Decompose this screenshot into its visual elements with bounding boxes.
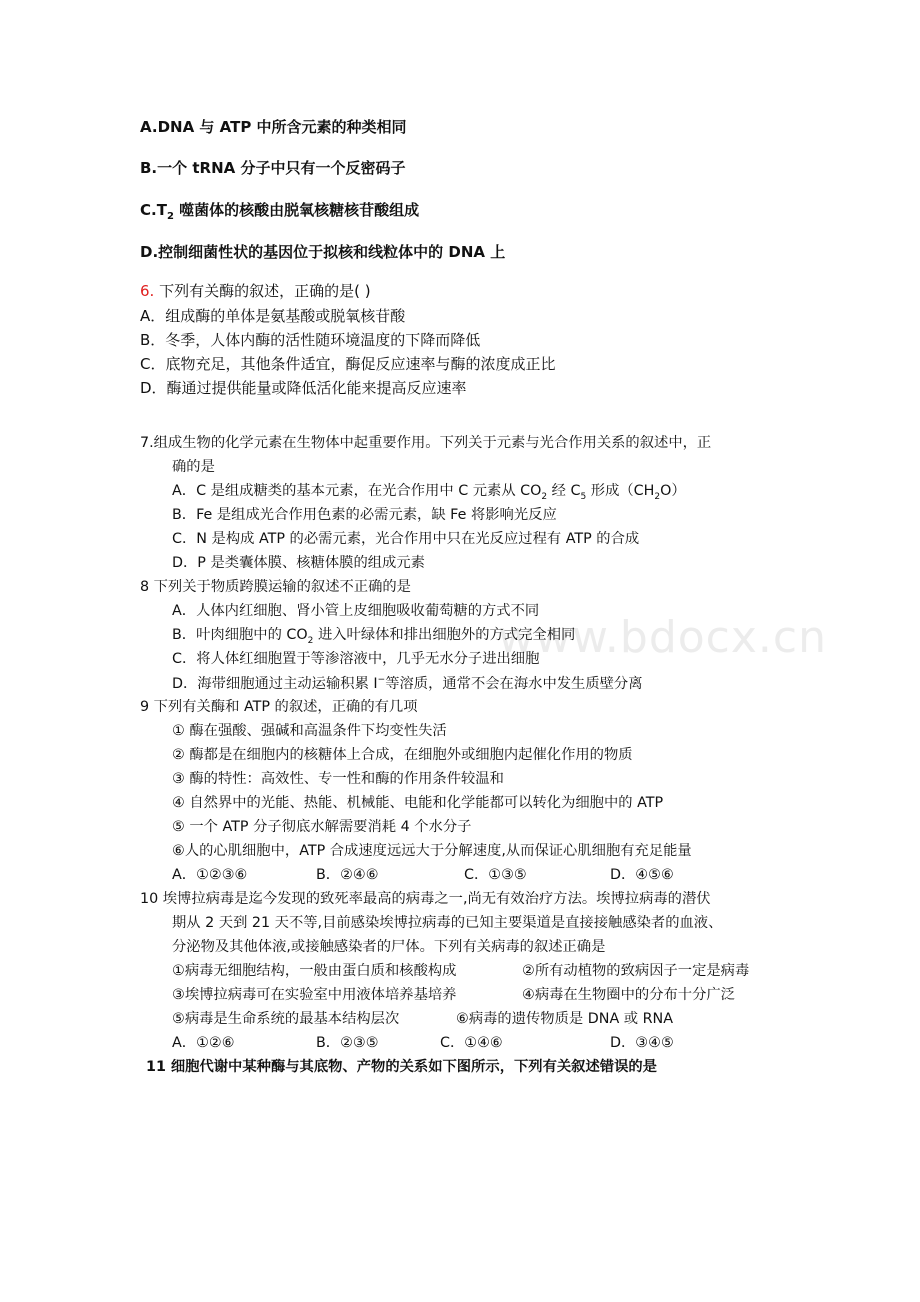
q7-option-c: C．N 是构成 ATP 的必需元素，光合作用中只在光反应过程有 ATP 的合成 (172, 531, 640, 547)
q6-option-a: A．组成酶的单体是氨基酸或脱氧核苷酸 (140, 307, 406, 325)
q9-statement-5: ⑤ 一个 ATP 分子彻底水解需要消耗 4 个水分子 (172, 819, 472, 835)
q6-number: 6. (140, 282, 155, 300)
q9-stem: 9 下列有关酶和 ATP 的叙述，正确的有几项 (140, 699, 418, 715)
q9-option-a: A．①②③⑥ (172, 867, 248, 883)
q10-statement-3: ③埃博拉病毒可在实验室中用液体培养基培养 (172, 987, 457, 1003)
q10-statement-4: ④病毒在生物圈中的分布十分广泛 (522, 987, 735, 1003)
q9-statement-3: ③ 酶的特性：高效性、专一性和酶的作用条件较温和 (172, 771, 504, 787)
q9-statement-4: ④ 自然界中的光能、热能、机械能、电能和化学能都可以转化为细胞中的 ATP (172, 795, 664, 811)
q9-statement-6: ⑥人的心肌细胞中，ATP 合成速度远远大于分解速度,从而保证心肌细胞有充足能量 (172, 843, 692, 859)
q9-option-d: D．④⑤⑥ (610, 867, 674, 883)
watermark: www.bdocx.cn (498, 612, 827, 663)
q10-option-b: B．②③⑤ (316, 1035, 379, 1051)
q10-option-a: A．①②⑥ (172, 1035, 235, 1051)
q5-option-a: A.DNA 与 ATP 中所含元素的种类相同 (140, 118, 407, 136)
q8-option-a: A．人体内红细胞、肾小管上皮细胞吸收葡萄糖的方式不同 (172, 603, 540, 619)
q10-stem-line3: 分泌物及其他体液,或接触感染者的尸体。下列有关病毒的叙述正确是 (172, 939, 606, 955)
q8-stem: 8 下列关于物质跨膜运输的叙述不正确的是 (140, 579, 411, 595)
q9-option-c: C．①③⑤ (464, 867, 527, 883)
q10-statement-5: ⑤病毒是生命系统的最基本结构层次 (172, 1011, 400, 1027)
q7-stem-line2: 确的是 (172, 459, 215, 475)
q6-option-d: D．酶通过提供能量或降低活化能来提高反应速率 (140, 379, 467, 397)
q10-statement-1: ①病毒无细胞结构，一般由蛋白质和核酸构成 (172, 963, 457, 979)
q5-option-c: $C.T_2$ 噬菌体的核酸由脱氧核糖核苷酸组成 (140, 201, 420, 222)
q6-option-b: B．冬季，人体内酶的活性随环境温度的下降而降低 (140, 331, 481, 349)
q5-option-d: D.控制细菌性状的基因位于拟核和线粒体中的 DNA 上 (140, 243, 506, 261)
q9-statement-2: ② 酶都是在细胞内的核糖体上合成，在细胞外或细胞内起催化作用的物质 (172, 747, 633, 763)
q10-option-c: C．①④⑥ (440, 1035, 503, 1051)
q7-stem-line1: 7.组成生物的化学元素在生物体中起重要作用。下列关于元素与光合作用关系的叙述中，正 (140, 435, 712, 451)
q9-statement-1: ① 酶在强酸、强碱和高温条件下均变性失活 (172, 723, 447, 739)
q10-statement-6: ⑥病毒的遗传物质是 DNA 或 RNA (456, 1011, 674, 1027)
q7-option-d: D．P 是类囊体膜、核糖体膜的组成元素 (172, 555, 425, 571)
q7-option-a: A．C 是组成糖类的基本元素，在光合作用中 C 元素从 $CO_2$ 经 $C_5$ 形成$(CH_2O)$ (172, 483, 686, 502)
q10-statement-2: ②所有动植物的致病因子一定是病毒 (522, 963, 750, 979)
q5-option-b: B.一个 tRNA 分子中只有一个反密码子 (140, 159, 406, 177)
q8-option-b: B．叶肉细胞中的 $CO_2$ 进入叶绿体和排出细胞外的方式完全相同 (172, 627, 576, 646)
q7-option-b: B．Fe 是组成光合作用色素的必需元素，缺 Fe 将影响光反应 (172, 507, 557, 523)
q6-stem: 6. 下列有关酶的叙述，正确的是( ) (140, 282, 371, 300)
q9-option-b: B．②④⑥ (316, 867, 379, 883)
q10-stem-line2: 期从 2 天到 21 天不等,目前感染埃博拉病毒的已知主要渠道是直接接触感染者的血液、 (172, 915, 723, 931)
q6-option-c: C．底物充足，其他条件适宜，酶促反应速率与酶的浓度成正比 (140, 355, 556, 373)
q10-option-d: D．③④⑤ (610, 1035, 674, 1051)
q10-stem-line1: 10 埃博拉病毒是迄今发现的致死率最高的病毒之一,尚无有效治疗方法。埃博拉病毒的潜伏 (140, 891, 711, 907)
q8-option-d: D．海带细胞通过主动运输积累 I−等溶质，通常不会在海水中发生质壁分离 (172, 675, 643, 692)
q8-option-c: C．将人体红细胞置于等渗溶液中，几乎无水分子进出细胞 (172, 651, 540, 667)
q11-stem: 11 细胞代谢中某种酶与其底物、产物的关系如下图所示，下列有关叙述错误的是 (146, 1059, 657, 1075)
